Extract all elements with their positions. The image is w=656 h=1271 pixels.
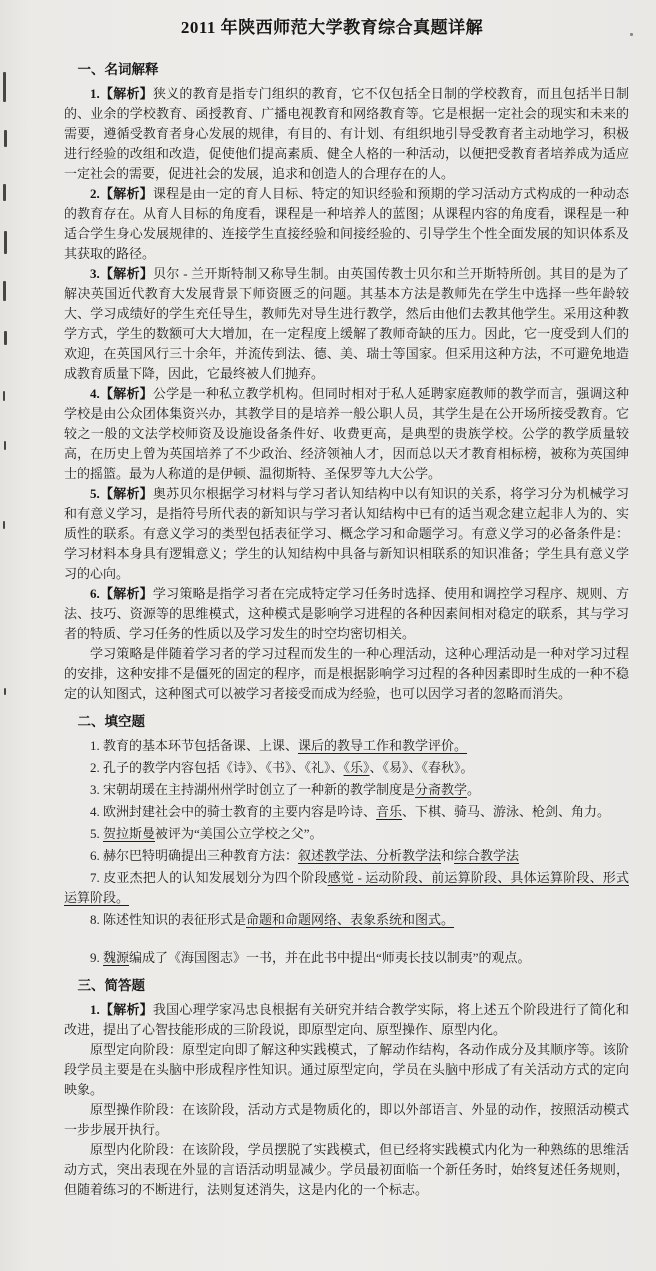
fill-blank-answer: 《乐》: [343, 760, 370, 775]
fill-item-text: 欧洲封建社会中的骑士教育的主要内容是吟诗、: [103, 804, 377, 819]
fill-item-text: 被评为“美国公立学校之父”。: [155, 826, 323, 841]
fill-blank-answer: 综合教学法: [454, 848, 520, 863]
fill-item-number: 7.: [90, 870, 100, 885]
fill-item-text: 教育的基本环节包括备课、上课、: [103, 738, 299, 753]
fill-item: [64, 846, 629, 866]
paragraph-lead: 5.【解析】: [90, 486, 153, 501]
paragraph-lead: 3.【解析】: [90, 266, 154, 281]
scan-artifact: [4, 130, 7, 147]
paragraph: 2.【解析】课程是由一定的育人目标、特定的知识经验和预期的学习活动方式构成的一种动态的教育存在。从育人目标的角度看，课程是一种培养人的蓝图；从课程内容的角度看，课程是一种适合学生身心发展规律的、连接学生直接经验和间接经验的、引导学生个性全面发展的知识体系及其获取的路径。: [64, 186, 629, 261]
scan-artifact: [3, 521, 5, 529]
fill-item-text: 宋朝胡瑗在主持湖州州学时创立了一种新的教学制度是: [103, 782, 416, 797]
paragraph: 原型定向阶段：原型定向即了解这种实践模式，了解动作结构，各动作成分及其顺序等。该阶段学员主要是在头脑中形成程序性知识。通过原型定向，学员在头脑中形成了有关活动方式的定向映象。: [64, 1042, 629, 1097]
fill-item-text: 和: [441, 848, 455, 863]
fill-item-number: 5.: [90, 826, 100, 841]
fill-item-number: 9.: [90, 950, 100, 965]
document-body: [0, 38, 656, 1200]
fill-item-text: 、《易》、《春秋》。: [369, 760, 474, 775]
fill-item: [64, 910, 629, 930]
paragraph-lead: 6.【解析】: [90, 586, 153, 601]
fill-blank-answer: 分斋教学: [415, 782, 468, 797]
fill-blank-answer: 贺拉斯曼: [103, 826, 156, 841]
paragraph: 1.【解析】狭义的教育是指专门组织的教育，它不仅包括全日制的学校教育，而且包括半日制的、业余的学校教育、函授教育、广播电视教育和网络教育等。它是根据一定社会的现实和未来的需要，遵循受教育者身心发展的规律，有目的、有计划、有组织地引导受教育者主动地学习，积极进行经验的改组和改造，促使他们提高素质、健全人格的一种活动，以便把受教育者培养成为适应一定社会的需要，促进社会的发展，追求和创造人的合理存在的人。: [64, 86, 629, 181]
fill-item: [64, 758, 629, 778]
paragraph: 4.【解析】公学是一种私立教学机构。但同时相对于私人延聘家庭教师的教学而言，强调这种学校是由公众团体集资兴办，其教学目的是培养一般公职人员，其学生是在公开场所接受教育。它较之一般的文法学校师资及设施设备条件好、收费更高，是典型的贵族学校。公学的教学质量较高，在历史上曾为英国培养了不少政治、经济领袖人才，因而总以天才教育相标榜，被称为英国绅士的摇篮。最为人称道的是伊顿、温彻斯特、圣保罗等九大公学。: [64, 386, 629, 481]
scan-artifact: [3, 184, 6, 201]
scan-artifact: [4, 331, 7, 345]
paragraph-lead: 2.【解析】: [90, 186, 153, 201]
fill-item-text: 皮亚杰把人的认知发展划分为四个阶段: [103, 870, 328, 885]
scan-artifact: [3, 281, 6, 301]
fill-item-number: 3.: [90, 782, 100, 797]
scan-artifact: [4, 441, 6, 450]
fill-blank-answer: 叙述教学法、分析教学法: [298, 848, 442, 863]
section-heading: 一、名词解释: [77, 62, 159, 77]
fill-item: [64, 868, 629, 908]
paragraph-lead: 1.【解析】: [90, 1002, 153, 1017]
paragraph-lead: 1.【解析】: [90, 86, 153, 101]
scan-artifact: [630, 33, 633, 36]
paragraph: 5.【解析】奥苏贝尔根据学习材料与学习者认知结构中以有知识的关系，将学习分为机械学习和有意义学习，是指符号所代表的新知识与学习者认知结构中已有的适当观念建立起非人为的、实质性的联系。有意义学习的类型包括表征学习、概念学习和命题学习。有意义学习的必备条件是：学习材料本身具有逻辑意义；学生的认知结构中具备与新知识相联系的知识准备；学生具有意义学习的心向。: [64, 486, 629, 581]
fill-blank-answer: 魏源: [103, 950, 130, 965]
paragraph: 原型内化阶段：在该阶段，学员摆脱了实践模式，但已经将实践模式内化为一种熟练的思维活动方式，突出表现在外显的言语活动明显减少。学员最初面临一个新任务时，始终复述任务规则，但随着练习的不断进行，法则复述消失，这是内化的一个标志。: [64, 1142, 629, 1197]
paragraph: 1.【解析】我国心理学家冯忠良根据有关研究并结合教学实际，将上述五个阶段进行了简化和改进，提出了心智技能形成的三阶段说，即原型定向、原型操作、原型内化。: [64, 1002, 629, 1037]
fill-blank-answer: 命题和命题网络、表象系统和图式。: [246, 912, 455, 927]
scan-artifact: [4, 231, 7, 254]
scan-artifact: [3, 72, 6, 102]
section-heading: 二、填空题: [77, 714, 145, 729]
page-title: 2011 年陕西师范大学教育综合真题详解: [180, 18, 484, 37]
fill-item-text: 赫尔巴特明确提出三种教育方法：: [103, 848, 299, 863]
section-heading: 三、简答题: [77, 978, 145, 993]
paragraph: 学习策略是伴随着学习者的学习过程而发生的一种心理活动，这种心理活动是一种对学习过程的安排，这种安排不是僵死的固定的程序，而是根据影响学习过程的各种因素即时生成的一种不稳定的认知图式，这种图式可以被学习者接受而成为经验，也可以因学习者的忽略而消失。: [64, 646, 629, 701]
scan-artifact: [3, 391, 5, 401]
paragraph: 6.【解析】学习策略是指学习者在完成特定学习任务时选择、使用和调控学习程序、规则、方法、技巧、资源等的思维模式，这种模式是影响学习进程的各种因素间相对稳定的联系，其与学习者的特质、学习任务的性质以及学习发生的时空均密切相关。: [64, 586, 629, 641]
fill-item: [64, 824, 629, 844]
fill-item: [64, 736, 629, 756]
paragraph: 原型操作阶段：在该阶段，活动方式是物质化的，即以外部语言、外显的动作，按照活动模式一步步展开执行。: [64, 1102, 629, 1137]
fill-item-number: 2.: [90, 760, 100, 775]
fill-blank-answer: 课后的教导工作和教学评价。: [298, 738, 468, 753]
paragraph-lead: 4.【解析】: [90, 386, 153, 401]
fill-item-text: 。: [467, 782, 481, 797]
fill-item-number: 6.: [90, 848, 100, 863]
fill-item-number: 4.: [90, 804, 100, 819]
fill-item-number: 8.: [90, 912, 100, 927]
fill-item: [64, 802, 629, 822]
fill-item: [64, 948, 629, 968]
fill-item-text: 孔子的教学内容包括《诗》、《书》、《礼》、: [103, 760, 344, 775]
fill-item-text: 、下棋、骑马、游泳、枪剑、角力。: [402, 804, 611, 819]
fill-blank-answer: 音乐: [376, 804, 403, 819]
scan-artifact: [4, 688, 6, 695]
fill-item-text: 陈述性知识的表征形式是: [103, 912, 247, 927]
fill-item-text: 编成了《海国图志》一书，并在此书中提出“师夷长技以制夷”的观点。: [129, 950, 531, 965]
fill-blank-answer: 感觉 - 运动阶段、前运算阶段、具体运算阶段、形式运算阶段。: [64, 870, 629, 905]
fill-item: [64, 780, 629, 800]
fill-item-number: 1.: [90, 738, 100, 753]
paragraph: 3.【解析】贝尔 - 兰开斯特制又称导生制。由英国传教士贝尔和兰开斯特所创。其目的是为了解决英国近代教育大发展背景下师资匮乏的问题。其基本方法是教师先在学生中选择一些年龄较大、学习成绩好的学生充任导生，教师先对导生进行教学，然后由他们去教其他学生。采用这种教学方式，学生的数额可大大增加，在一定程度上缓解了教师奇缺的压力。因此，它一度受到人们的欢迎，在英国风行三十余年，并流传到法、德、美、瑞士等国家。但采用这种方法，不可避免地造成教育质量下降，因此，它最终被人们抛弃。: [64, 266, 629, 381]
